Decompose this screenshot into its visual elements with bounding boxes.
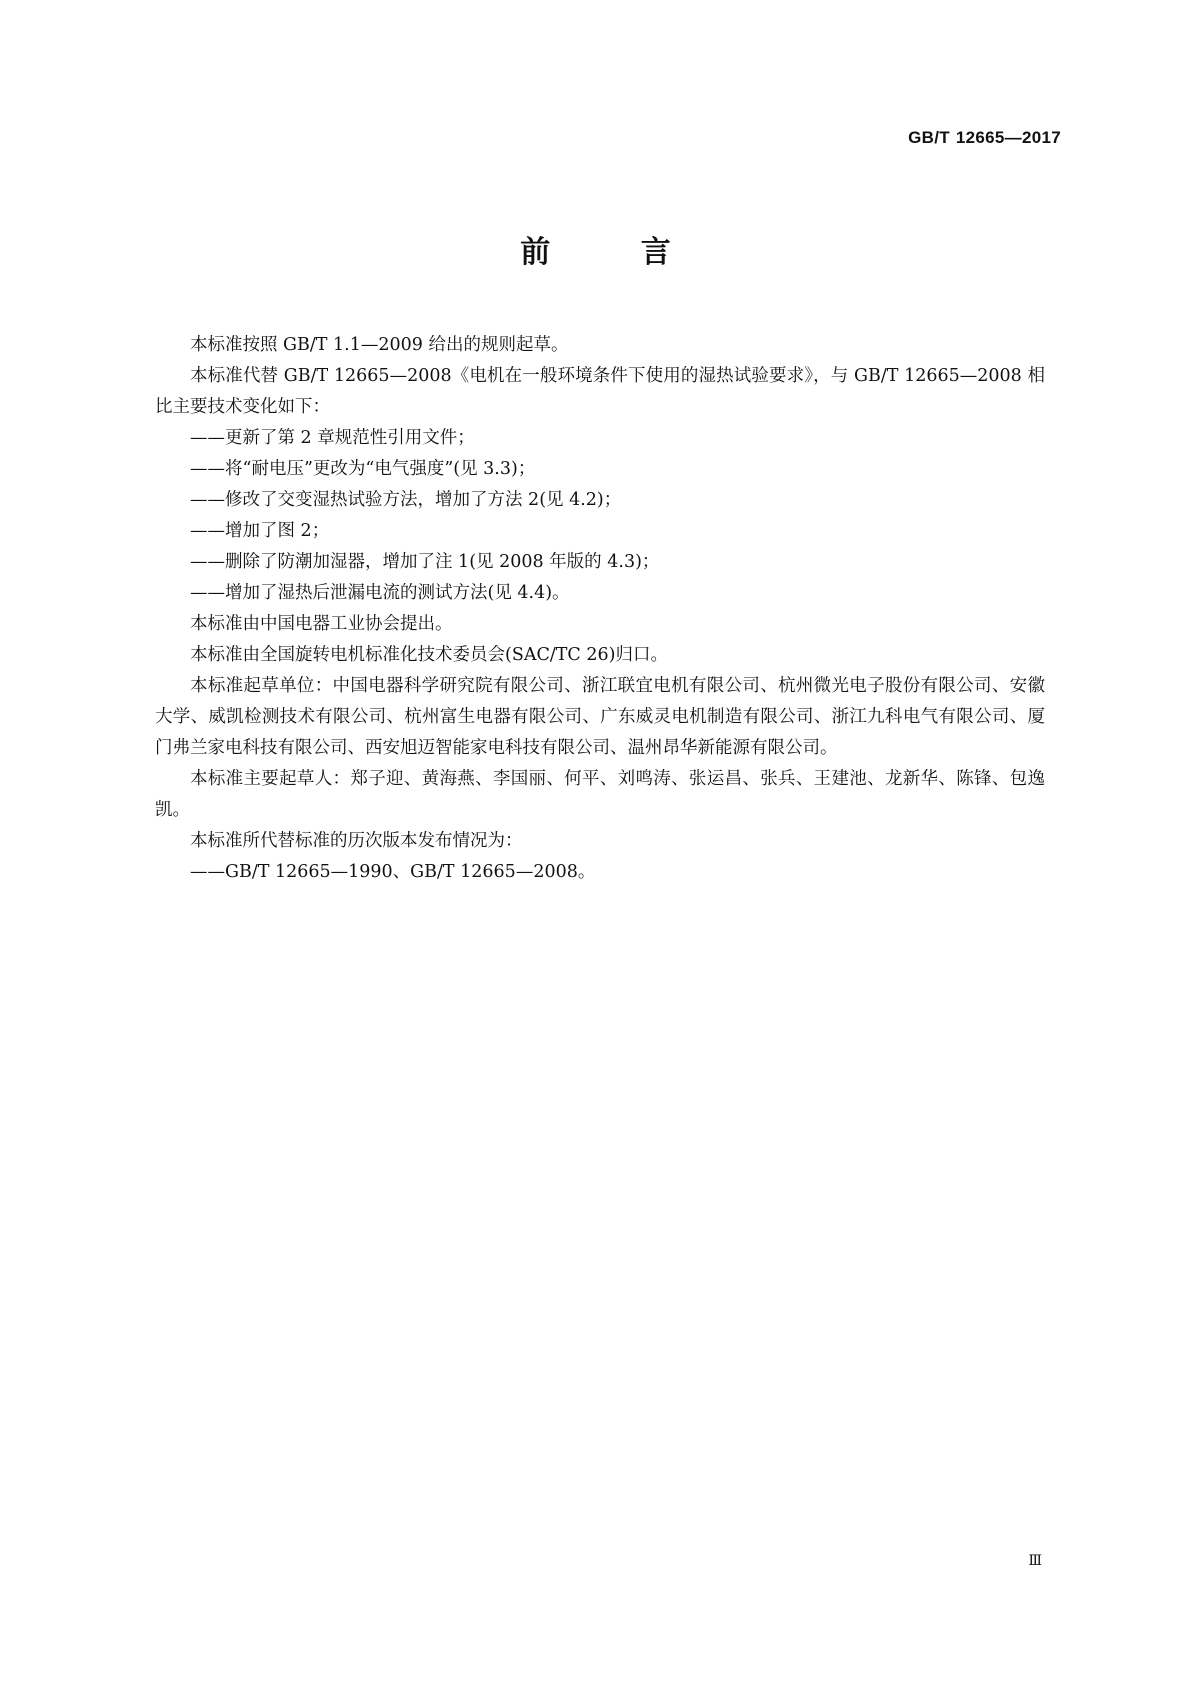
change-item: ——增加了图 2； <box>190 521 330 541</box>
paragraph-drafters: 本标准主要起草人：郑子迎、黄海燕、李国丽、何平、刘鸣涛、张运昌、张兵、王建池、龙新华、陈锋、包逸凯。 <box>155 769 1045 820</box>
page-number: Ⅲ <box>1028 1553 1043 1569</box>
change-item: ——修改了交变湿热试验方法，增加了方法 2(见 4.2)； <box>190 490 622 510</box>
paragraph-history-intro: 本标准所代替标准的历次版本发布情况为： <box>190 831 523 851</box>
history-item: ——GB/T 12665—1990、GB/T 12665—2008。 <box>190 862 596 882</box>
paragraph-replacement: 本标准代替 GB/T 12665—2008《电机在一般环境条件下使用的湿热试验要求》，与 GB/T 12665—2008 相比主要技术变化如下： <box>155 366 1045 417</box>
page-title: 前 言 <box>520 235 711 270</box>
standard-code <box>908 128 1061 148</box>
paragraph-committee: 本标准由全国旋转电机标准化技术委员会(SAC/TC 26)归口。 <box>190 645 668 665</box>
standard-number: 12665—2017 <box>955 128 1061 147</box>
paragraph-proposer: 本标准由中国电器工业协会提出。 <box>190 614 453 634</box>
paragraph-drafting-units: 本标准起草单位：中国电器科学研究院有限公司、浙江联宜电机有限公司、杭州微光电子股份有限公司、安徽大学、威凯检测技术有限公司、杭州富生电器有限公司、广东威灵电机制造有限公司、浙江九科电气有限公司、厦门弗兰家电科技有限公司、西安旭迈智能家电科技有限公司、温州昂华新能源有限公司。 <box>155 676 1045 758</box>
standard-prefix: GB/T <box>908 128 950 147</box>
change-item: ——将“耐电压”更改为“电气强度”(见 3.3)； <box>190 459 536 479</box>
change-item: ——增加了湿热后泄漏电流的测试方法(见 4.4)。 <box>190 583 570 603</box>
change-item: ——更新了第 2 章规范性引用文件； <box>190 428 475 448</box>
change-item: ——删除了防潮加湿器，增加了注 1(见 2008 年版的 4.3)； <box>190 552 660 572</box>
paragraph-drafting-rules: 本标准按照 GB/T 1.1—2009 给出的规则起草。 <box>190 335 569 355</box>
foreword-body <box>155 330 1045 888</box>
